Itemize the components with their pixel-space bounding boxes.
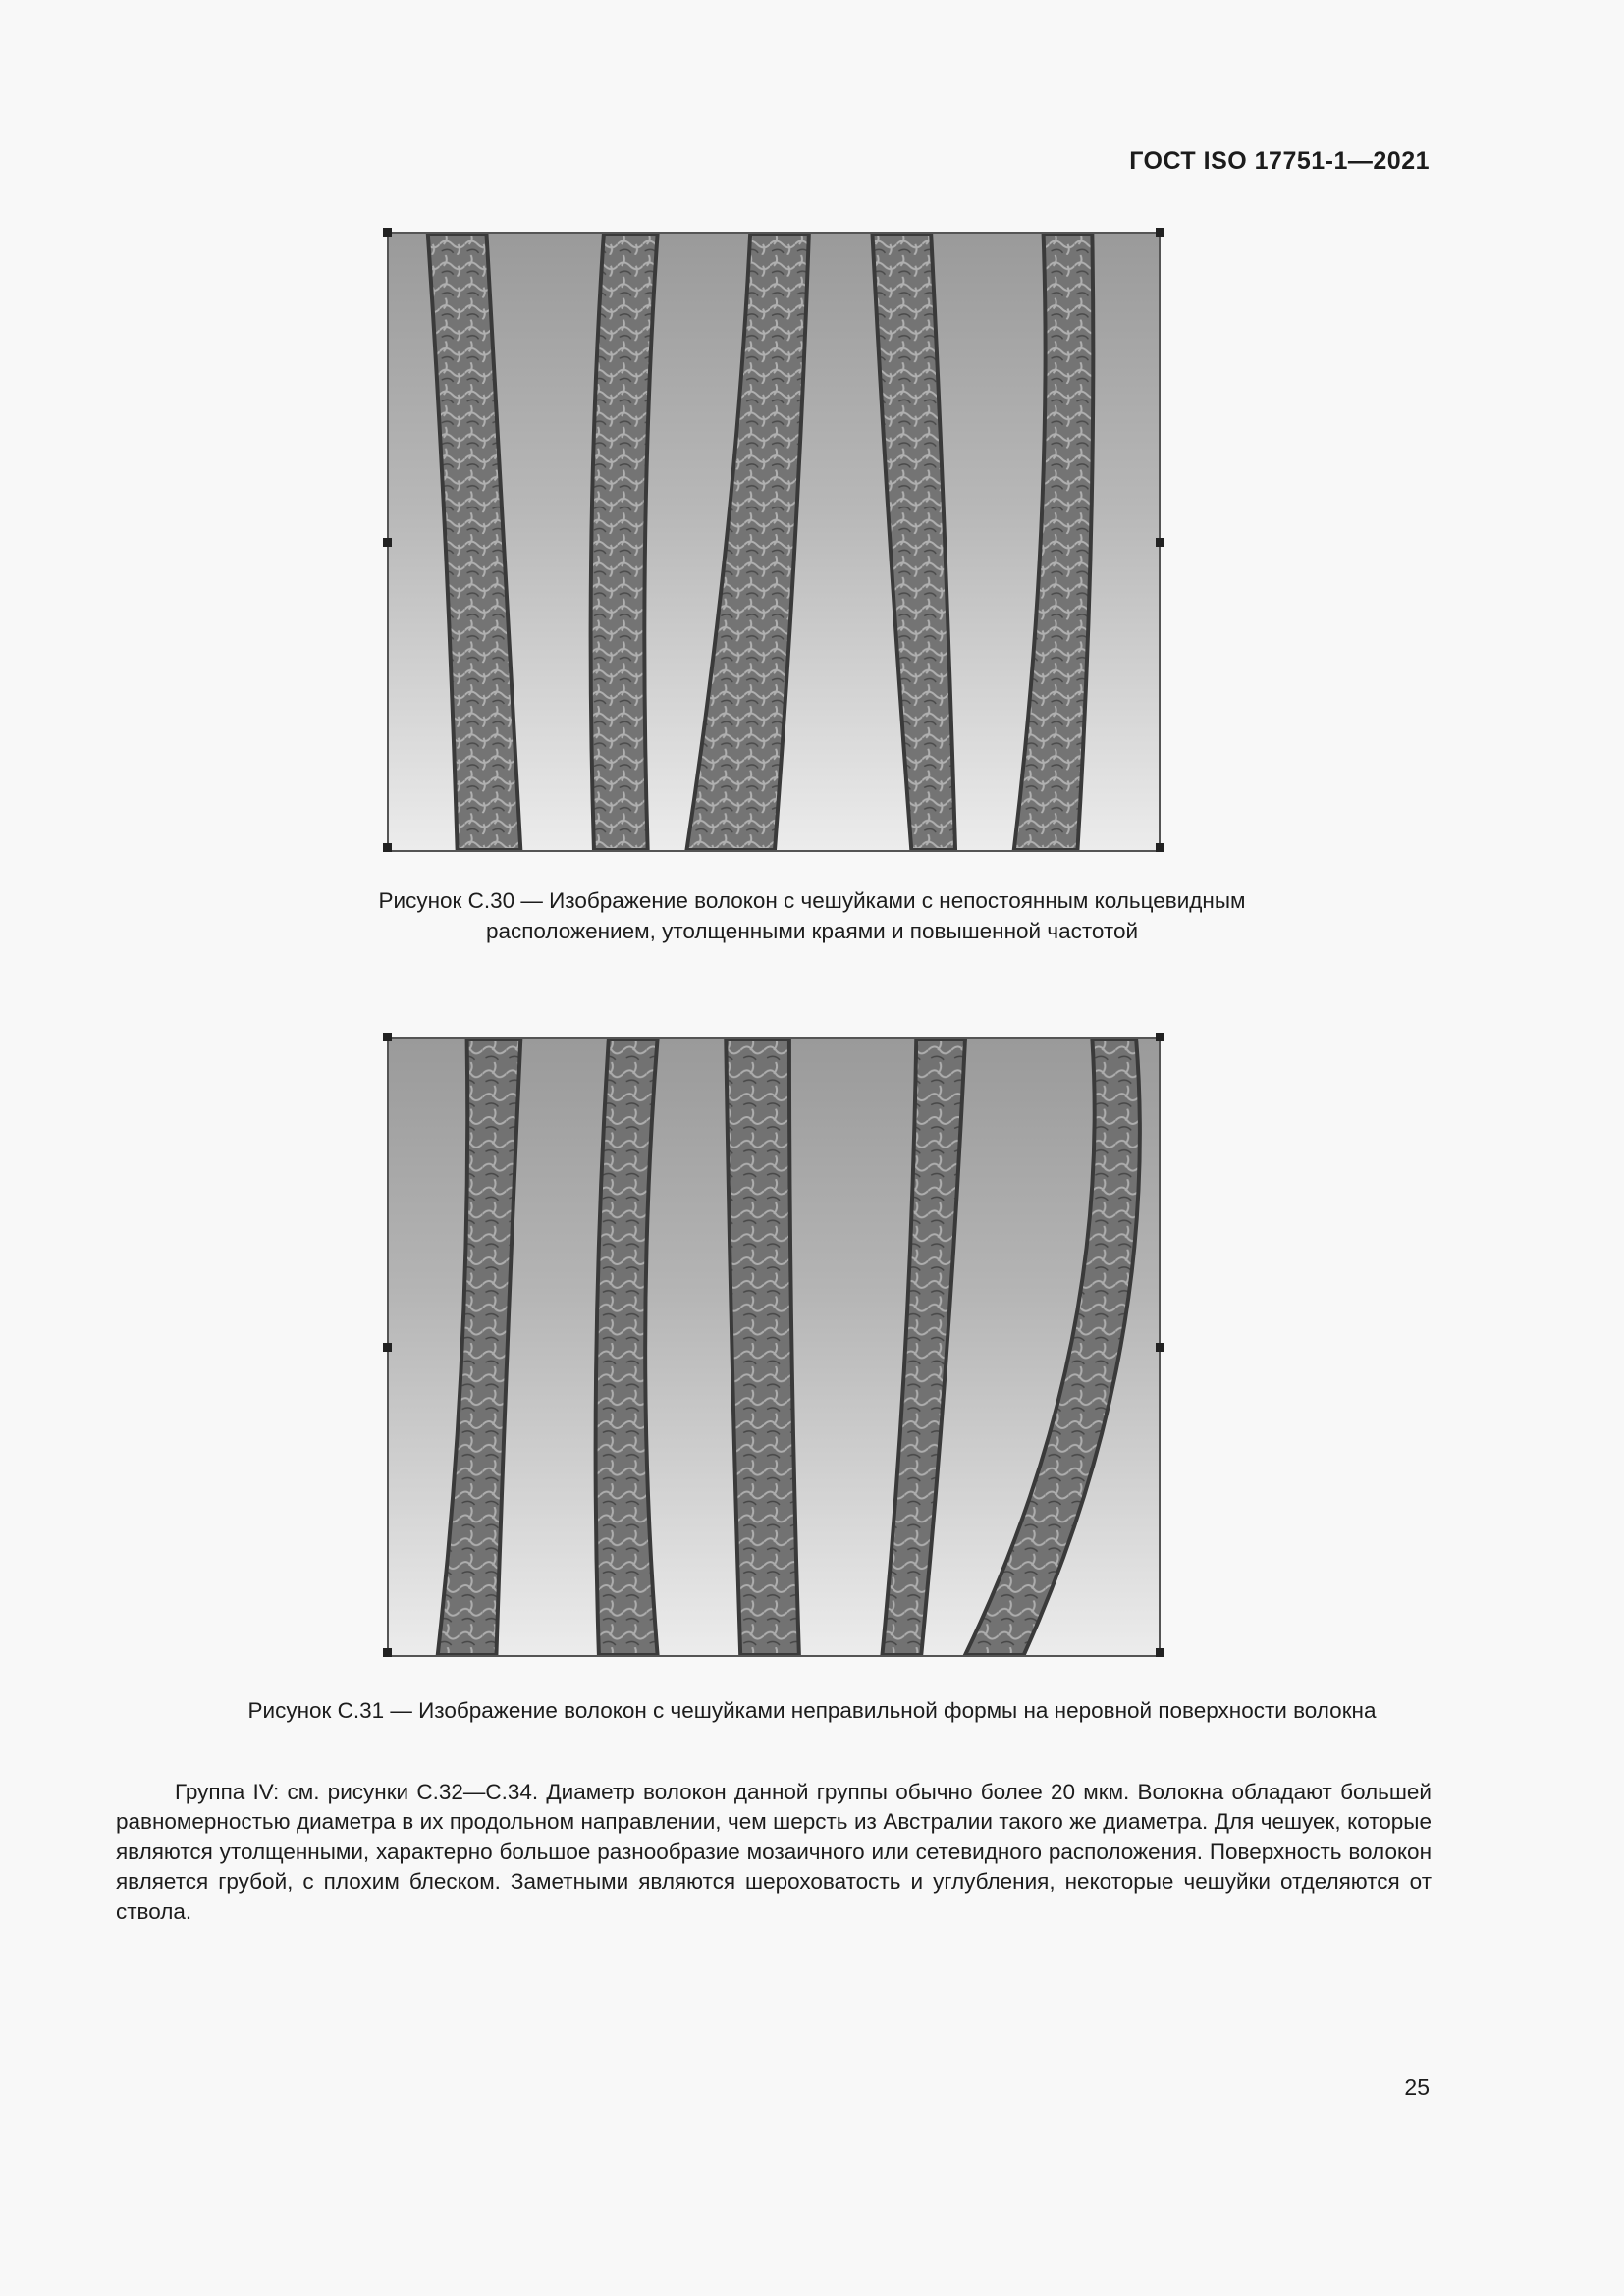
scale-tick [1156, 1033, 1164, 1041]
scale-tick [383, 1648, 392, 1657]
scale-tick [383, 843, 392, 852]
figure-c30-micrograph [387, 232, 1161, 852]
scale-tick [1156, 843, 1164, 852]
scale-tick [383, 1343, 392, 1352]
scale-tick [1156, 228, 1164, 237]
figure-c31-micrograph [387, 1037, 1161, 1657]
scale-tick [1156, 1343, 1164, 1352]
fiber-micrograph-image [389, 1039, 1159, 1655]
body-paragraph: Группа IV: см. рисунки С.32—С.34. Диаметр волокон данной группы обычно более 20 мкм. Волокна обладают большей равномерностью диаметра в их продольном направлении, чем шерсть из Австралии такого же диаметра. Для чешуек, которые являются утолщенными, характерно большое разнообразие мозаичного или сетевидного расположения. Поверхность волокон является грубой, с плохим блеском. Заметными являются шероховатость и углубления, некоторые чешуйки отделяются от ствола. [116, 1779, 1432, 1924]
figure-c31-caption [0, 1695, 1624, 1726]
scale-tick [383, 538, 392, 547]
figure-c30-caption [0, 885, 1624, 946]
page-number: 25 [1404, 2074, 1430, 2100]
scale-tick [1156, 1648, 1164, 1657]
document-code: ГОСТ ISO 17751-1—2021 [1129, 147, 1430, 175]
scale-tick [383, 228, 392, 237]
scale-tick [1156, 538, 1164, 547]
fiber-micrograph-image [389, 234, 1159, 850]
caption-line: Рисунок С.31 — Изображение волокон с чешуйками неправильной формы на неровной поверхности волокна [247, 1698, 1377, 1723]
caption-line: Рисунок С.30 — Изображение волокон с чешуйками с непостоянным кольцевидным [378, 888, 1246, 913]
scale-tick [383, 1033, 392, 1041]
caption-line: расположением, утолщенными краями и повышенной частотой [485, 919, 1139, 943]
